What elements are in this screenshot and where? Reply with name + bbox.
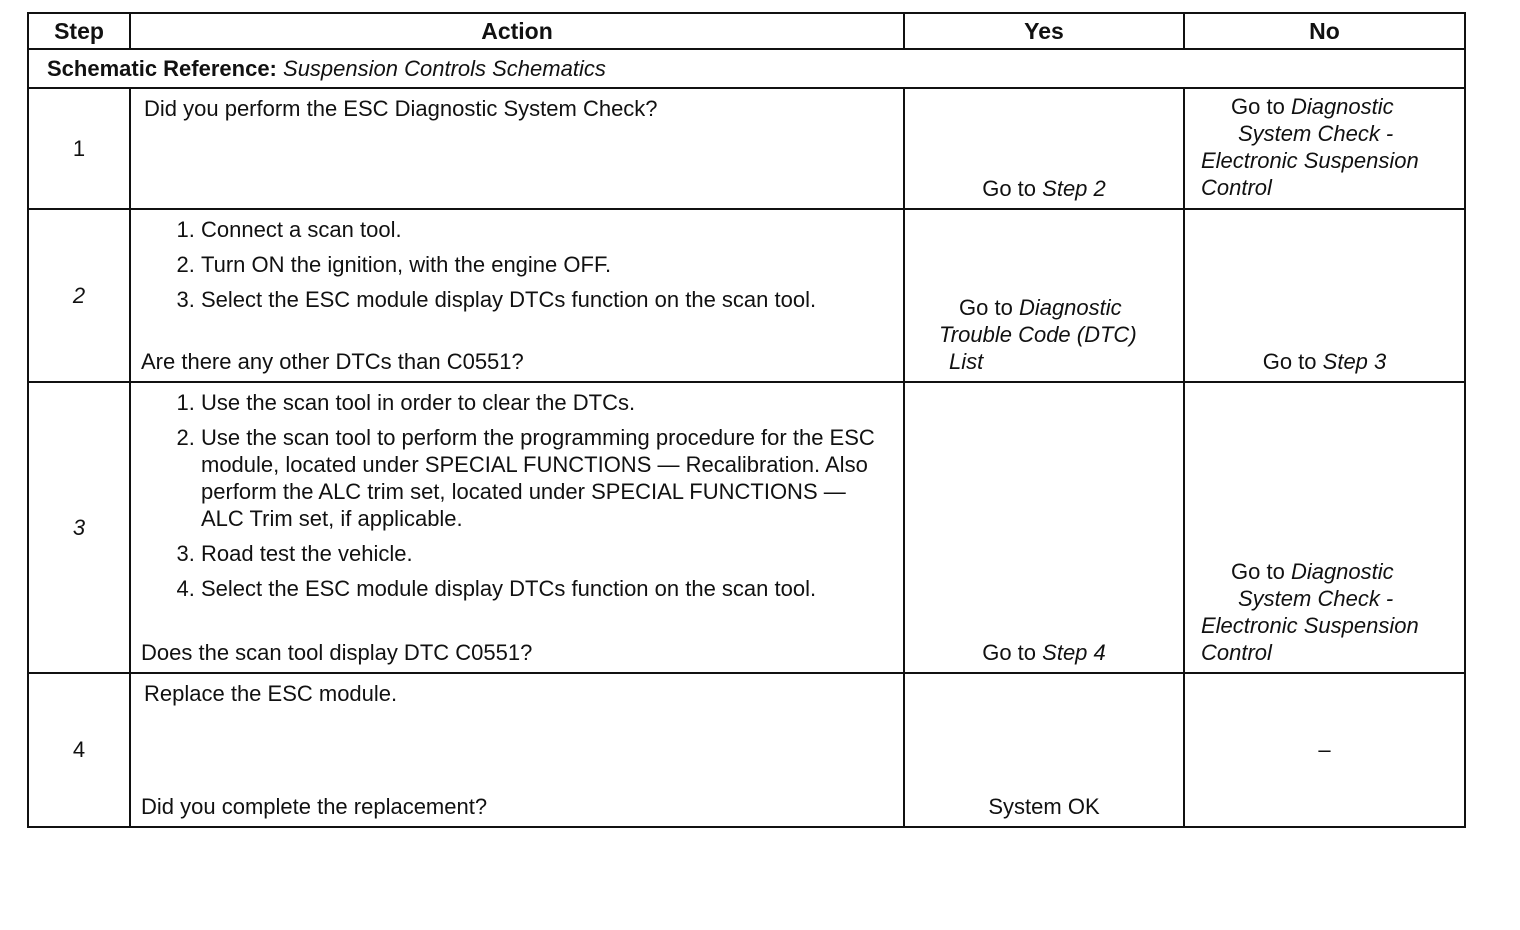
no-prefix: Go to [1262, 349, 1317, 374]
schematic-reference [28, 49, 1465, 88]
no-link[interactable]: Diagnostic [1290, 559, 1394, 584]
action-cell [130, 209, 904, 382]
header-no: No [1184, 13, 1465, 49]
no-link[interactable]: Electronic Suspension [1201, 148, 1419, 173]
action-steps [131, 383, 903, 602]
no-cell [1184, 88, 1465, 209]
list-item: 2. Turn ON the ignition, with the engine OFF. [201, 251, 903, 278]
list-item: 3. Select the ESC module display DTCs function on the scan tool. [201, 286, 903, 313]
step-number: 3 [28, 382, 130, 673]
action-question: Did you complete the replacement? [141, 794, 488, 819]
no-cell [1184, 209, 1465, 382]
yes-prefix: Go to [982, 176, 1037, 201]
reference-value: Suspension Controls Schematics [283, 55, 606, 81]
step-number: 4 [28, 673, 130, 827]
reference-label: Schematic Reference: [47, 55, 277, 81]
action-cell [130, 382, 904, 673]
no-link[interactable]: Electronic Suspension [1201, 613, 1419, 638]
no-link[interactable]: Control [1201, 640, 1272, 665]
yes-prefix: Go to [959, 295, 1013, 320]
yes-cell [904, 673, 1184, 827]
list-item: 1. Use the scan tool in order to clear the DTCs. [201, 389, 889, 416]
yes-link[interactable]: List [949, 349, 984, 374]
header-action: Action [130, 13, 904, 49]
header-step: Step [28, 13, 130, 49]
action-cell [130, 88, 904, 209]
yes-cell [904, 209, 1184, 382]
list-item: 4. Select the ESC module display DTCs function on the scan tool. [201, 575, 889, 602]
no-link[interactable]: Diagnostic [1290, 94, 1394, 119]
action-text: Did you perform the ESC Diagnostic System Check? [144, 96, 658, 121]
yes-cell [904, 88, 1184, 209]
no-prefix: Go to [1231, 559, 1285, 584]
action-question: Does the scan tool display DTC C0551? [141, 640, 533, 665]
table-row [28, 88, 1465, 209]
yes-prefix: Go to [982, 640, 1037, 665]
yes-link[interactable]: Step 2 [1042, 176, 1106, 201]
table-row [28, 673, 1465, 827]
no-link[interactable]: System Check - [1238, 121, 1394, 146]
header-yes: Yes [904, 13, 1184, 49]
no-link[interactable]: System Check - [1238, 586, 1394, 611]
no-text: – [1318, 737, 1331, 762]
action-question: Are there any other DTCs than C0551? [141, 349, 524, 374]
header-row [28, 13, 1465, 49]
table-row [28, 382, 1465, 673]
action-steps [131, 210, 903, 313]
table-row [28, 209, 1465, 382]
yes-cell [904, 382, 1184, 673]
list-item: 1. Connect a scan tool. [201, 216, 903, 243]
no-link[interactable]: Step 3 [1322, 349, 1387, 374]
no-cell [1184, 673, 1465, 827]
action-cell [130, 673, 904, 827]
yes-link[interactable]: Step 4 [1042, 640, 1106, 665]
no-link[interactable]: Control [1201, 175, 1272, 200]
yes-link[interactable]: Trouble Code (DTC) [939, 322, 1137, 347]
yes-text: System OK [988, 794, 1100, 819]
no-prefix: Go to [1231, 94, 1285, 119]
step-number: 2 [28, 209, 130, 382]
schematic-reference-row [28, 49, 1465, 88]
list-item: 2. Use the scan tool to perform the programming procedure for the ESC module, located under SPECIAL FUNCTIONS — Recalibration. Also perform the ALC trim set, located under SPECIAL FUNCTIONS — ALC Trim set, if applicable. [201, 424, 889, 532]
list-item: 3. Road test the vehicle. [201, 540, 889, 567]
yes-link[interactable]: Diagnostic [1018, 295, 1122, 320]
step-number: 1 [28, 88, 130, 209]
no-cell [1184, 382, 1465, 673]
diagnostic-table [27, 12, 1466, 828]
action-text: Replace the ESC module. [144, 681, 398, 706]
